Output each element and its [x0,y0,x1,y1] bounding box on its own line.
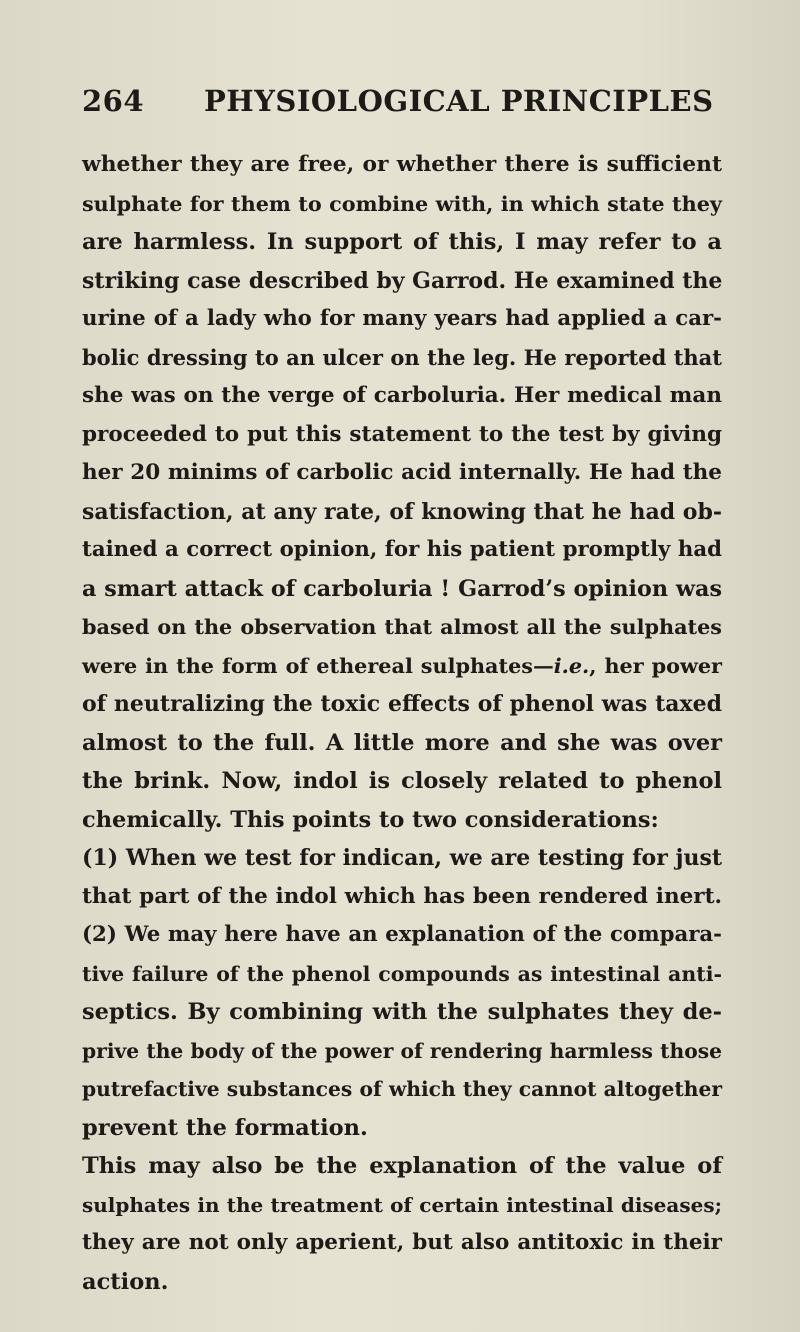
text-line: were in the form of ethereal sulphates—i.e., her power [82,653,722,678]
text-line: tive failure of the phenol compounds as intestinal anti- [82,961,722,986]
text-line: satisfaction, at any rate, of knowing that he had ob- [82,498,722,525]
text-line: a smart attack of carboluria ! Garrod’s opinion was [82,575,722,602]
text-line: of neutralizing the toxic effects of phenol was taxed [82,691,722,717]
text-line: prevent the formation. [82,1114,368,1141]
text-line: are harmless. In support of this, I may refer to a [82,229,722,255]
text-line: she was on the verge of carboluria. Her medical man [82,383,722,408]
text-line: urine of a lady who for many years had applied a car- [82,306,722,331]
text-line: striking case described by Garrod. He examined the [82,267,723,294]
text-line: (1) When we test for indican, we are testing for just [82,845,722,871]
text-line: proceeded to put this statement to the test by giving [82,421,722,447]
body-text [82,146,722,1301]
text-line: sulphates in the treatment of certain intestinal diseases; [82,1192,722,1217]
text-line: sulphate for them to combine with, in which state they [82,191,722,216]
running-head [82,84,722,124]
text-line: putrefactive substances of which they cannot altogether [82,1077,722,1101]
text-line: chemically. This points to two considerations: [82,806,659,833]
page-number: 264 [82,84,145,118]
text-line: prive the body of the power of rendering harmless those [82,1038,722,1063]
text-line: they are not only aperient, but also antitoxic in their [82,1230,722,1255]
text-line: based on the observation that almost all the sulphates [82,615,722,639]
text-line: that part of the indol which has been rendered inert. [82,883,722,909]
text-line: whether they are free, or whether there is sufficient [82,152,722,177]
text-line: septics. By combining with the sulphates they de- [82,999,722,1025]
running-title: PHYSIOLOGICAL PRINCIPLES [204,84,714,118]
text-line: tained a correct opinion, for his patient promptly had [82,537,722,562]
text-line: her 20 minims of carbolic acid internally. He had the [82,460,722,485]
text-line: almost to the full. A little more and she was over [82,729,722,756]
text-line: action. [82,1268,169,1295]
text-line: bolic dressing to an ulcer on the leg. He reported that [82,344,722,370]
text-line: the brink. Now, indol is closely related to phenol [82,768,722,794]
text-line: (2) We may here have an explanation of the compara- [82,922,722,947]
paragraph-start-line: This may also be the explanation of the value of [82,1153,722,1179]
